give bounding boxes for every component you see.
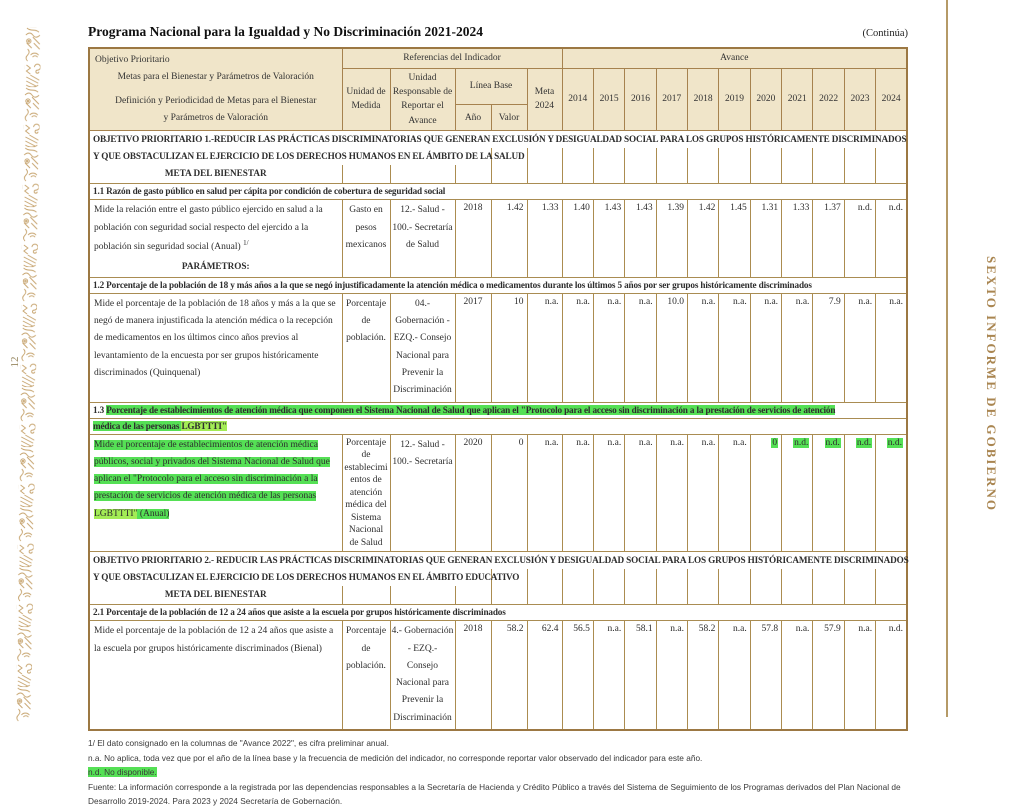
empty-cell [687,569,718,586]
data-row [89,200,907,259]
indicator-description [89,434,342,552]
section-band: OBJETIVO PRIORITARIO 1.-REDUCIR LAS PRÁCTICAS DISCRIMINATORIAS QUE GENERAN EXCLUSIÓN Y DESIGUALDAD SOCIAL PARA LOS GRUPOS HISTÓRICAMENTE DISCRIMINADOS [89,131,907,148]
footnote-source: Fuente: La información corresponde a la registrada por las dependencias responsables a la Secretaría de Hacienda y Crédito Público a través del Sistema de Seguimiento de los Programas derivados del Plan Nacional de Desarrollo 2019-2024. Para 2023 y 2024 Secretaría de Gobernación. [88,782,901,806]
meta-2024-header: Meta 2024 [527,68,562,131]
indicator-description [89,293,342,402]
base-value-cell: 10 [491,293,527,402]
empty-cell [455,258,491,277]
empty-cell [813,258,844,277]
avance-value-cell: 1.33 [782,200,813,259]
avance-value-cell: n.a. [625,434,656,552]
base-year-cell: 2017 [455,293,491,402]
text-segment: LGBTTTI" [94,508,138,519]
linea-base-header: Línea Base [455,68,527,105]
year-header: 2023 [844,68,875,131]
main-content [88,24,908,809]
indicators-table [88,47,908,731]
empty-cell [455,586,491,605]
avance-value-cell: n.a. [593,621,624,730]
avance-value-cell: 58.1 [625,621,656,730]
empty-cell [876,148,907,165]
text-segment: 1.3 [93,404,107,415]
avance-value-cell: 57.8 [750,621,781,730]
empty-cell [342,258,390,277]
avance-value-cell: 7.9 [813,293,844,402]
year-header: 2018 [687,68,718,131]
empty-cell [876,569,907,586]
title-bar [88,24,908,40]
title-row [89,418,907,434]
section-band: OBJETIVO PRIORITARIO 2.- REDUCIR LAS PRÁCTICAS DISCRIMINATORIAS QUE GENERAN EXCLUSIÓN Y DESIGUALDAD SOCIAL PARA LOS GRUPOS HISTÓRICAMENTE DISCRIMINADOS [89,552,907,569]
empty-cell [656,586,687,605]
empty-cell [527,258,562,277]
empty-cell [625,586,656,605]
year-header: 2022 [813,68,844,131]
base-value-cell: 58.2 [491,621,527,730]
highlighted-value: n.d. [856,437,872,448]
indicator-title [89,184,907,200]
empty-cell [719,258,750,277]
year-header: 2021 [782,68,813,131]
highlighted-value: n.d. [825,437,840,448]
empty-cell [750,148,781,165]
avance-value-cell: 1.42 [687,200,718,259]
empty-cell [527,148,562,165]
text-segment: Mide el porcentaje de la población de 12 a 24 años que asiste a la escuela por grupos históricamente discriminados (Bienal) [94,626,334,654]
empty-cell [390,586,455,605]
avance-header: Avance [562,48,907,68]
avance-value-cell: 1.39 [656,200,687,259]
header-line: Metas para el Bienestar y Parámetros de Valoración [117,72,314,83]
empty-cell [750,165,781,184]
empty-cell [593,148,624,165]
empty-cell [625,258,656,277]
referencias-header: Referencias del Indicador [342,48,562,68]
empty-cell [656,569,687,586]
highlighted-note: n.d. No disponible. [88,767,157,778]
empty-cell [562,258,593,277]
empty-cell [342,165,390,184]
empty-cell [782,258,813,277]
empty-cell [656,165,687,184]
avance-value-cell: n.a. [593,293,624,402]
indicator-title [89,418,907,434]
empty-cell [625,165,656,184]
empty-cell [782,569,813,586]
avance-value-cell [782,434,813,552]
empty-cell [813,569,844,586]
meta-2024-cell: n.a. [527,434,562,552]
avance-value-cell: n.a. [656,621,687,730]
header-line: Definición y Periodicidad de Metas para el Bienestar [115,96,317,107]
meta-2024-cell: n.a. [527,293,562,402]
indicator-description [89,200,342,259]
empty-cell [593,586,624,605]
ornament-pattern-svg [15,27,41,723]
meta-2024-cell: 1.33 [527,200,562,259]
avance-value-cell: 10.0 [656,293,687,402]
text-segment: LGBTTTI" [181,420,227,431]
unit-of-measure-cell: Porcentaje de establecimientos de atención médica del Sistema Nacional de Salud [342,434,390,552]
base-year-cell: 2018 [455,200,491,259]
label-row [89,165,907,184]
empty-cell [562,569,593,586]
footnotes [88,737,908,808]
empty-cell [782,148,813,165]
responsible-unit-cell: 12.- Salud - 100.- Secretaría [390,434,455,552]
highlighted-value: 0 [772,437,778,448]
valor-header: Valor [491,105,527,131]
year-header: 2015 [593,68,624,131]
avance-value-cell: n.a. [625,293,656,402]
document-title: Programa Nacional para la Igualdad y No Discriminación 2021-2024 [88,24,484,39]
data-row [89,293,907,402]
avance-value-cell: n.a. [782,621,813,730]
band-row [89,569,907,586]
responsible-unit-cell: 12.- Salud - 100.- Secretaría de Salud [390,200,455,259]
empty-cell [876,586,907,605]
footnote-preliminary: 1/ El dato consignado en la columnas de "Avance 2022", es cifra preliminar anual. [88,738,389,749]
empty-cell [750,258,781,277]
year-header: 2020 [750,68,781,131]
avance-value-cell: 1.45 [719,200,750,259]
responsible-unit-cell: 4.- Gobernación - EZQ.- Consejo Nacional para Prevenir la Discriminación [390,621,455,730]
avance-value-cell: n.a. [656,434,687,552]
avance-value-cell [750,434,781,552]
empty-cell [782,165,813,184]
section-band: Y QUE OBSTACULIZAN EL EJERCICIO DE LOS DERECHOS HUMANOS EN EL ÁMBITO EDUCATIVO [89,569,491,586]
empty-cell [844,258,875,277]
empty-cell [527,586,562,605]
ano-header: Año [455,105,491,131]
page-number: 12 [9,356,21,368]
avance-value-cell: n.a. [844,621,875,730]
empty-cell [687,586,718,605]
unidad-medida-header: Unidad de Medida [342,68,390,131]
avance-value-cell: 1.43 [593,200,624,259]
table-header [89,48,907,131]
text-segment: Mide el porcentaje de la población de 18 años y más a la que se negó de manera injustificada la atención médica o la recepción de medicamentos en los últimos cinco años previos al levantamiento de la encuesta por ser grupos históricamente discriminados (Quinquenal) [94,298,336,378]
text-segment: (Anual) [137,508,170,519]
empty-cell [562,586,593,605]
label-row [89,586,907,605]
year-header: 2024 [876,68,907,131]
indicator-title [89,277,907,293]
empty-cell [687,148,718,165]
unit-of-measure-cell: Porcentaje de población. [342,293,390,402]
avance-value-cell: n.a. [750,293,781,402]
empty-cell [687,165,718,184]
empty-cell [750,586,781,605]
header-row [89,48,907,68]
empty-cell [844,569,875,586]
empty-cell [562,165,593,184]
vertical-rule [946,0,948,717]
unit-of-measure-cell: Gasto en pesos mexicanos [342,200,390,259]
band-row [89,148,907,165]
objetivo-header [89,48,342,131]
avance-value-cell [813,434,844,552]
empty-cell [625,569,656,586]
empty-cell [813,148,844,165]
title-row [89,184,907,200]
empty-cell [455,165,491,184]
avance-value-cell [876,434,907,552]
data-row [89,434,907,552]
text-segment: 1.2 Porcentaje de la población de 18 y más años a la que se negó injustificadamente la atención médica o medicamentos durante los últimos 5 años por ser grupos históricamente discriminados [93,279,812,290]
table-body [89,131,907,730]
empty-cell [687,258,718,277]
empty-cell [719,165,750,184]
avance-value-cell: n.a. [719,621,750,730]
avance-value-cell: n.a. [687,293,718,402]
superscript-note: 1/ [243,238,249,247]
title-row [89,605,907,621]
empty-cell [656,148,687,165]
base-year-cell: 2020 [455,434,491,552]
empty-cell [593,165,624,184]
year-header: 2014 [562,68,593,131]
label-row [89,258,907,277]
report-side-label: SEXTO INFORME DE GOBIERNO [984,256,999,512]
footnote-nd [88,766,908,780]
text-segment: 1.1 Razón de gasto público en salud per cápita por condición de cobertura de seguridad social [93,186,446,197]
header-line: Objetivo Prioritario [95,55,170,65]
band-row [89,552,907,569]
meta-2024-cell: 62.4 [527,621,562,730]
meta-label: META DEL BIENESTAR [89,586,342,605]
empty-cell [719,586,750,605]
empty-cell [491,165,527,184]
avance-value-cell [844,434,875,552]
meta-label: META DEL BIENESTAR [89,165,342,184]
avance-value-cell: n.a. [844,293,875,402]
empty-cell [527,569,562,586]
highlighted-value: n.d. [887,437,902,448]
data-row [89,621,907,730]
empty-cell [844,148,875,165]
empty-cell [593,258,624,277]
year-header: 2017 [656,68,687,131]
empty-cell [876,258,907,277]
avance-value-cell: 1.43 [625,200,656,259]
indicator-title [89,605,907,621]
title-row [89,402,907,418]
empty-cell [719,148,750,165]
year-header: 2019 [719,68,750,131]
empty-cell [562,148,593,165]
empty-cell [491,258,527,277]
avance-value-cell: 57.9 [813,621,844,730]
avance-value-cell: n.a. [876,293,907,402]
avance-value-cell: n.a. [562,293,593,402]
avance-value-cell: n.a. [719,434,750,552]
section-band: Y QUE OBSTACULIZAN EL EJERCICIO DE LOS DERECHOS HUMANOS EN EL ÁMBITO DE LA SALUD [89,148,491,165]
avance-value-cell: n.a. [782,293,813,402]
avance-value-cell: n.a. [593,434,624,552]
footnote-na: n.a. No aplica, toda vez que por el año de la línea base y la frecuencia de medición del indicador, no corresponde reportar valor observado del indicador para este año. [88,752,703,763]
text-segment: Mide el porcentaje de establecimientos de atención médica públicos, social y privados del Sistema Nacional de Salud que aplican el "Protocolo para el acceso sin discriminación a la prestación de servicios de atención médica de las personas [94,439,330,502]
highlighted-value: n.d. [794,437,809,448]
empty-cell [390,165,455,184]
ornament-border [15,27,41,723]
continues-note: (Continúa) [862,28,908,39]
text-segment: Porcentaje de establecimientos de atención médica que componen el Sistema Nacional de Salud que aplican el "Protocolo para el acceso sin discriminación a la prestación de servicios de atención [106,404,836,415]
indicator-description [89,621,342,730]
unit-of-measure-cell: Porcentaje de población. [342,621,390,730]
empty-cell [491,586,527,605]
avance-value-cell: 58.2 [687,621,718,730]
avance-value-cell: 1.40 [562,200,593,259]
base-year-cell: 2018 [455,621,491,730]
empty-cell [782,586,813,605]
base-value-cell: 1.42 [491,200,527,259]
header-line: y Parámetros de Valoración [163,113,269,124]
year-header: 2016 [625,68,656,131]
base-value-cell: 0 [491,434,527,552]
empty-cell [813,165,844,184]
empty-cell [813,586,844,605]
avance-value-cell: n.a. [562,434,593,552]
band-row [89,131,907,148]
text-segment: Mide la relación entre el gasto público ejercido en salud a la población con seguridad social respecto del ejercido a la población sin seguridad social (Anual) [94,205,323,253]
title-row [89,277,907,293]
avance-value-cell: 1.37 [813,200,844,259]
avance-value-cell: n.d. [876,621,907,730]
empty-cell [390,258,455,277]
empty-cell [750,569,781,586]
empty-cell [593,569,624,586]
avance-value-cell: n.d. [876,200,907,259]
responsible-unit-cell: 04.- Gobernación - EZQ.- Consejo Nacional para Prevenir la Discriminación [390,293,455,402]
avance-value-cell: n.a. [719,293,750,402]
empty-cell [342,586,390,605]
text-segment: médica de las personas [93,420,182,431]
empty-cell [876,165,907,184]
meta-label: PARÁMETROS: [89,258,342,277]
empty-cell [656,258,687,277]
empty-cell [844,165,875,184]
avance-value-cell: n.a. [687,434,718,552]
unidad-responsable-header: Unidad Responsable de Reportar el Avance [390,68,455,131]
empty-cell [625,148,656,165]
empty-cell [719,569,750,586]
empty-cell [527,165,562,184]
indicator-title [89,402,907,418]
avance-value-cell: 1.31 [750,200,781,259]
avance-value-cell: 56.5 [562,621,593,730]
avance-value-cell: n.d. [844,200,875,259]
text-segment: 2.1 Porcentaje de la población de 12 a 24 años que asiste a la escuela por grupos históricamente discriminados [93,607,506,618]
empty-cell [844,586,875,605]
